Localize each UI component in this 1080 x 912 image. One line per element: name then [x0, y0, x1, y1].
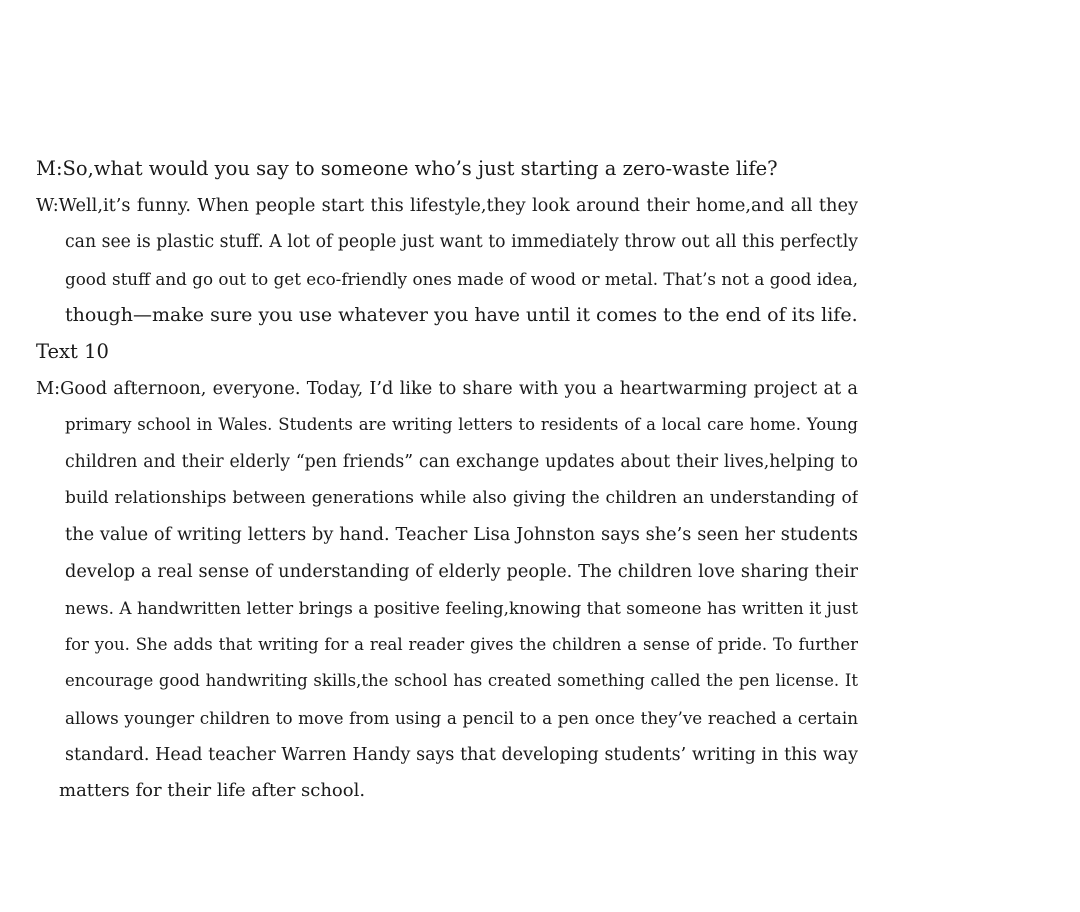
monologue-continuation: allows younger children to move from using a pencil to a pen once they’ve reached a certain — [65, 707, 858, 728]
dialogue-continuation: though—make sure you use whatever you have until it comes to the end of its life. — [65, 304, 858, 327]
dialogue-continuation: can see is plastic stuff. A lot of people just want to immediately throw out all this perfectly — [65, 232, 858, 253]
dialogue-line-m-question: M:So,what would you say to someone who’s just starting a zero-waste life? — [36, 157, 778, 180]
monologue-continuation: develop a real sense of understanding of elderly people. The children love sharing their — [65, 561, 858, 582]
dialogue-continuation: good stuff and go out to get eco-friendly ones made of wood or metal. That’s not a good idea, — [65, 268, 858, 289]
monologue-continuation: news. A handwritten letter brings a positive feeling,knowing that someone has written it just — [65, 598, 858, 619]
monologue-continuation: standard. Head teacher Warren Handy says that developing students’ writing in this way — [65, 744, 858, 765]
section-heading-text-10: Text 10 — [36, 339, 109, 363]
monologue-continuation: the value of writing letters by hand. Teacher Lisa Johnston says she’s seen her students — [65, 524, 858, 545]
monologue-line-m: M:Good afternoon, everyone. Today, I’d like to share with you a heartwarming project at a — [36, 378, 858, 399]
monologue-continuation: encourage good handwriting skills,the school has created something called the pen license. It — [65, 671, 858, 691]
monologue-final-line: matters for their life after school. — [59, 780, 366, 801]
monologue-continuation: children and their elderly “pen friends” can exchange updates about their lives,helping to — [65, 451, 858, 472]
dialogue-line-w-answer: W:Well,it’s funny. When people start this lifestyle,they look around their home,and all they — [36, 195, 858, 216]
monologue-continuation: build relationships between generations while also giving the children an understanding of — [65, 488, 858, 509]
monologue-continuation: primary school in Wales. Students are writing letters to residents of a local care home. Young — [65, 415, 858, 435]
transcript-text — [36, 151, 858, 773]
monologue-continuation: for you. She adds that writing for a real reader gives the children a sense of pride. To further — [65, 634, 858, 654]
